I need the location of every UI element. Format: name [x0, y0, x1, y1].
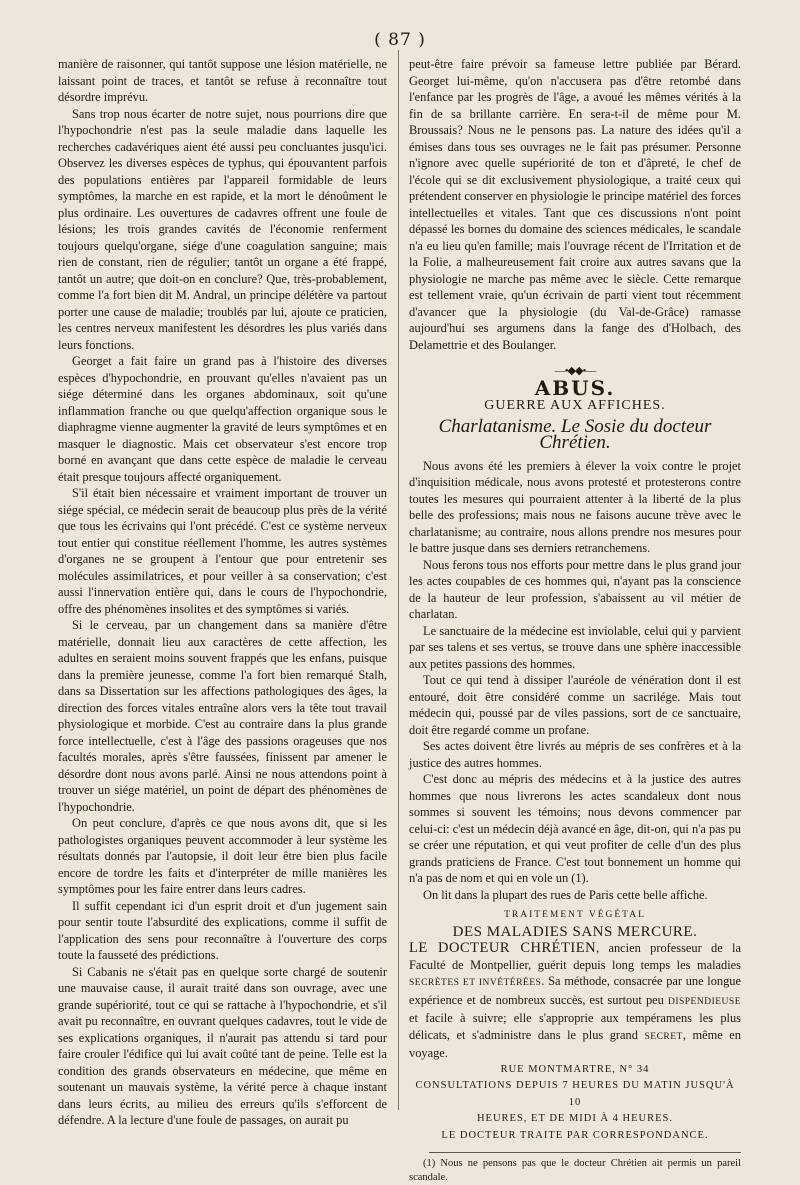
advert-address: RUE MONTMARTRE, N° 34 — [500, 1063, 650, 1075]
paragraph: peut-être faire prévoir sa fameuse lettre publiée par Bérard. Georget lui-même, qu'on n'accusera pas d'être retombé dans l'enfance par les progrès de l'âge, a avoué les mêmes vérités à la fin de sa brillante carrière. En sera-t-il de même pour M. Broussais? Nous ne le pensons pas. La nature des idées qu'il a émises dans tous ses ouvrages ne le fait pas présumer. Personne n'ignore avec quelle supériorité de ton et d'âpreté, le chef de l'école qui se dit exclusivement physiologique, a traité ceux qui prétendent conserver en physiologie le principe matériel des forces intellectuelles et vitales. Tant que ces discussions n'ont point dépassé les bornes du domaine des sciences médicales, le scandale n'a eu lieu qu'en famille; mais l'ouvrage récent de l'Irritation et de la Folie, a malheureusement fait croire aux autres savans que la physiologie ne marche pas même avec le siècle. Cette remarque est tellement vraie, qu'un écrivain de parti vient tout récemment d'avancer que la physiologie (du Val-de-Grâce) ramasse aujourd'hui ses argumens dans la fange des d'Holbach, des Delamettrie et des Boulanger. — [409, 57, 741, 352]
advert-caps: DISPENDIEUSE — [667, 996, 741, 1007]
advert-caps: SECRÈTES ET INVÉTÉRÉES — [409, 978, 542, 988]
paragraph: C'est donc au mépris des médecins et à la justice des autres hommes que nous livrerons les actes scandaleux dont nous sommes si souvent les témoins; nous devons commencer par celui-ci: c'est un médecin déjà avancé en âge, dit-on, qui n'a pas pu se créer une réputation, et qui veut profiter de celle d'un des plus grands praticiens de France. C'est tout bonnement un homme qui n'a pas de nom et qui en vole un (1). — [409, 772, 741, 885]
advert-caps: SECRET — [644, 1031, 683, 1042]
paragraph: manière de raisonner, qui tantôt suppose une lésion matérielle, ne laissant point de traces, et tantôt se refuse à reconnaître tout désordre imprévu. — [58, 57, 387, 104]
advert-title: DES MALADIES SANS MERCURE. — [452, 923, 698, 940]
right-column — [409, 56, 741, 1185]
footnote: (1) Nous ne pensons pas que le docteur Chrétien ait permis un pareil scandale. — [409, 1158, 741, 1183]
advert-body — [409, 940, 741, 1062]
column-divider — [398, 50, 399, 1110]
paragraph: Si Cabanis ne s'était pas en quelque sorte chargé de soutenir une mauvaise cause, il aurait traité dans son ouvrage, avec une grande supériorité, tout ce qui se rattache à l'hypochondrie, et s'il avait pu reconnaître, en ouvrant quelques cadavres, tout le vide de ses explications organiques, il n'aurait pas attendu si tard pour faire crouler l'édifice qui lui avait coûté tant de peine. Telle est la condition des grands observateurs en médecine, que même en soutenant un mauvais système, la vérité perce à chaque instant dans leurs écrits, au milieu des erreurs qu'ils s'efforcent de défendre. A la lecture d'une foule de passages, on aurait pu — [58, 964, 387, 1127]
paragraph: Si le cerveau, par un changement dans sa manière d'être matérielle, donnait lieu aux caractères de cette affection, les adultes en seraient moins souvent frappés que les enfans, puisque dans la première jeunesse, comme l'a fort bien remarqué Stalh, dans sa Dissertation sur les affections pathologiques des âges, la direction des forces vitales entraîne alors vers la tête tout travail physiologique et morbide. C'est au contraire dans la plus grande force intellectuelle, c'est à l'âge des passions orageuses que nos facultés morales, après s'être faussées, finissent par amener le désordre dont nous avons parlé. Ainsi ne nous attendons point à trouver un siége matériel, un point de départ des phénomènes de l'hypochondrie. — [58, 618, 387, 814]
paragraph: Nous ferons tous nos efforts pour mettre dans le plus grand jour les actes coupables de ces hommes qui, n'ayant pas la conscience de la hauteur de leur profession, s'abaissent au vil métier de charlatan. — [409, 557, 741, 621]
footnote-rule — [429, 1152, 741, 1153]
paragraph: Il suffit cependant ici d'un esprit droit et d'un jugement sain pour sentir toute l'absurdité des explications, comme il suffit de l'application des sens pour reconnaître à l'ouverture des corps toute la fausseté des prédictions. — [58, 898, 387, 962]
article-headline: Charlatanisme. Le Sosie du docteur Chrétien. — [438, 415, 712, 453]
advert-text: , ancien professeur de la Faculté de Montpellier, guérit depuis long temps les maladies — [409, 941, 741, 972]
advert-hours: HEURES, ET DE MIDI À 4 HEURES. — [476, 1113, 674, 1124]
section-title: ABUS. — [534, 375, 616, 400]
advert-text: . Sa méthode, consacrée par une longue expérience et de nombreux succès, est surtout peu — [409, 974, 742, 1007]
advert-footer: LE DOCTEUR TRAITE PAR CORRESPONDANCE. — [441, 1129, 709, 1141]
advert-doctor-name: LE DOCTEUR CHRÉTIEN — [409, 940, 597, 956]
paragraph: Tout ce qui tend à dissiper l'auréole de vénération dont il est entouré, doit être considéré comme un sacrilége. Mais tout médecin qui, poussé par de viles passions, sort de ce sanctuaire, doit être regardé comme un profane. — [409, 673, 741, 737]
ornament-divider: —•◆◆•— — [554, 365, 596, 377]
advert-hours: CONSULTATIONS DEPUIS 7 HEURES DU MATIN JUSQU'À 10 — [415, 1080, 735, 1108]
paragraph: Nous avons été les premiers à élever la voix contre le projet d'inquisition médicale, nous avons protesté et protesterons contre toutes les mesures qui pourraient attenter à la liberté de la plus belle des professions; mais nous ne faisons aucune trève avec le charlatanisme; au contraire, nous allons prendre nos mesures pour le battre jusque dans ses derniers retranchemens. — [409, 458, 741, 555]
paragraph: Le sanctuaire de la médecine est inviolable, celui qui y parvient par ses talens et ses vertus, se trouve dans une sphère inaccessible aux petites passions des hommes. — [409, 623, 741, 671]
paragraph: On lit dans la plupart des rues de Paris cette belle affiche. — [423, 887, 708, 902]
advert-text: et facile à suivre; elle s'approprie aux tempéramens les plus délicats, et s'administre dans le plus grand — [409, 1011, 741, 1042]
article-kicker: GUERRE AUX AFFICHES. — [484, 398, 666, 413]
paragraph: On peut conclure, d'après ce que nous avons dit, que si les pathologistes organiques peuvent accommoder à leur système les résultats donnés par l'autopsie, il doit leur être bien plus facile encore de tordre les faits et d'interpréter de mille manières les symptômes pour les faire entrer dans leurs cadres. — [58, 816, 387, 896]
advert-text: , même en voyage. — [409, 1027, 741, 1060]
left-column — [58, 56, 387, 1129]
advert-kicker: TRAITEMENT VÉGÉTAL — [504, 910, 646, 920]
paragraph: Sans trop nous écarter de notre sujet, nous pourrions dire que l'hypochondrie n'est pas la seule maladie dans laquelle les recherches cadavériques aient été aussi peu concluantes jusqu'ici. Observez les diverses espèces de typhus, qui épouvantent parfois des populations entières par l'appareil formidable de leurs symptômes, la marche en est rapide, et la mort le dénoûment le plus ordinaire. Les ouvertures de cadavres offrent une foule de lésions; les trois grandes cavités de l'économie renferment toujours quelqu'organe, siége d'une coagulation sanguine; mais rien de constant, rien de régulier; tantôt un organe a été frappé, tantôt un autre; que doit-on en conclure? Que, très-probablement, comme l'a fort bien dit M. Andral, un principe délétère va partout porter une cause de maladie; troublés par lui, ajoute ce praticien, les centres nerveux manifestent les désordres les plus variés dans leurs fonctions. — [58, 106, 387, 352]
paragraph: Georget a fait faire un grand pas à l'histoire des diverses espèces d'hypochondrie, en prouvant qu'elles n'avaient pas un siége déterminé dans les organes abdominaux, soit qu'une inflammation franche ou que quelqu'affection organique sous le diaphragme vienne augmenter la gravité de leurs symptômes et en masquer le diagnostic. Mais cet observateur s'est encore trop borné en avançant que dans cette espèce de maladie le cerveau était presque toujours affecté organiquement. — [58, 354, 387, 484]
page-number: ( 87 ) — [374, 30, 426, 50]
paragraph: Ses actes doivent être livrés au mépris de ses confrères et à la justice des autres hommes. — [409, 739, 741, 770]
paragraph: S'il était bien nécessaire et vraiment important de trouver un siége spécial, ce médecin serait de beaucoup plus près de la vérité que tous les écrivains qui l'ont précédé. C'est ce système nerveux tout entier qui constitue réellement l'homme, les autres systèmes d'organes ne se groupent à l'entour que pour entretenir ses molécules assimilatrices, et pour veiller à sa conservation; c'est aussi l'innervation entière qui, dans le cours de l'hypochondrie, offre des phénomènes insolites et des symptômes si variés. — [58, 486, 387, 616]
